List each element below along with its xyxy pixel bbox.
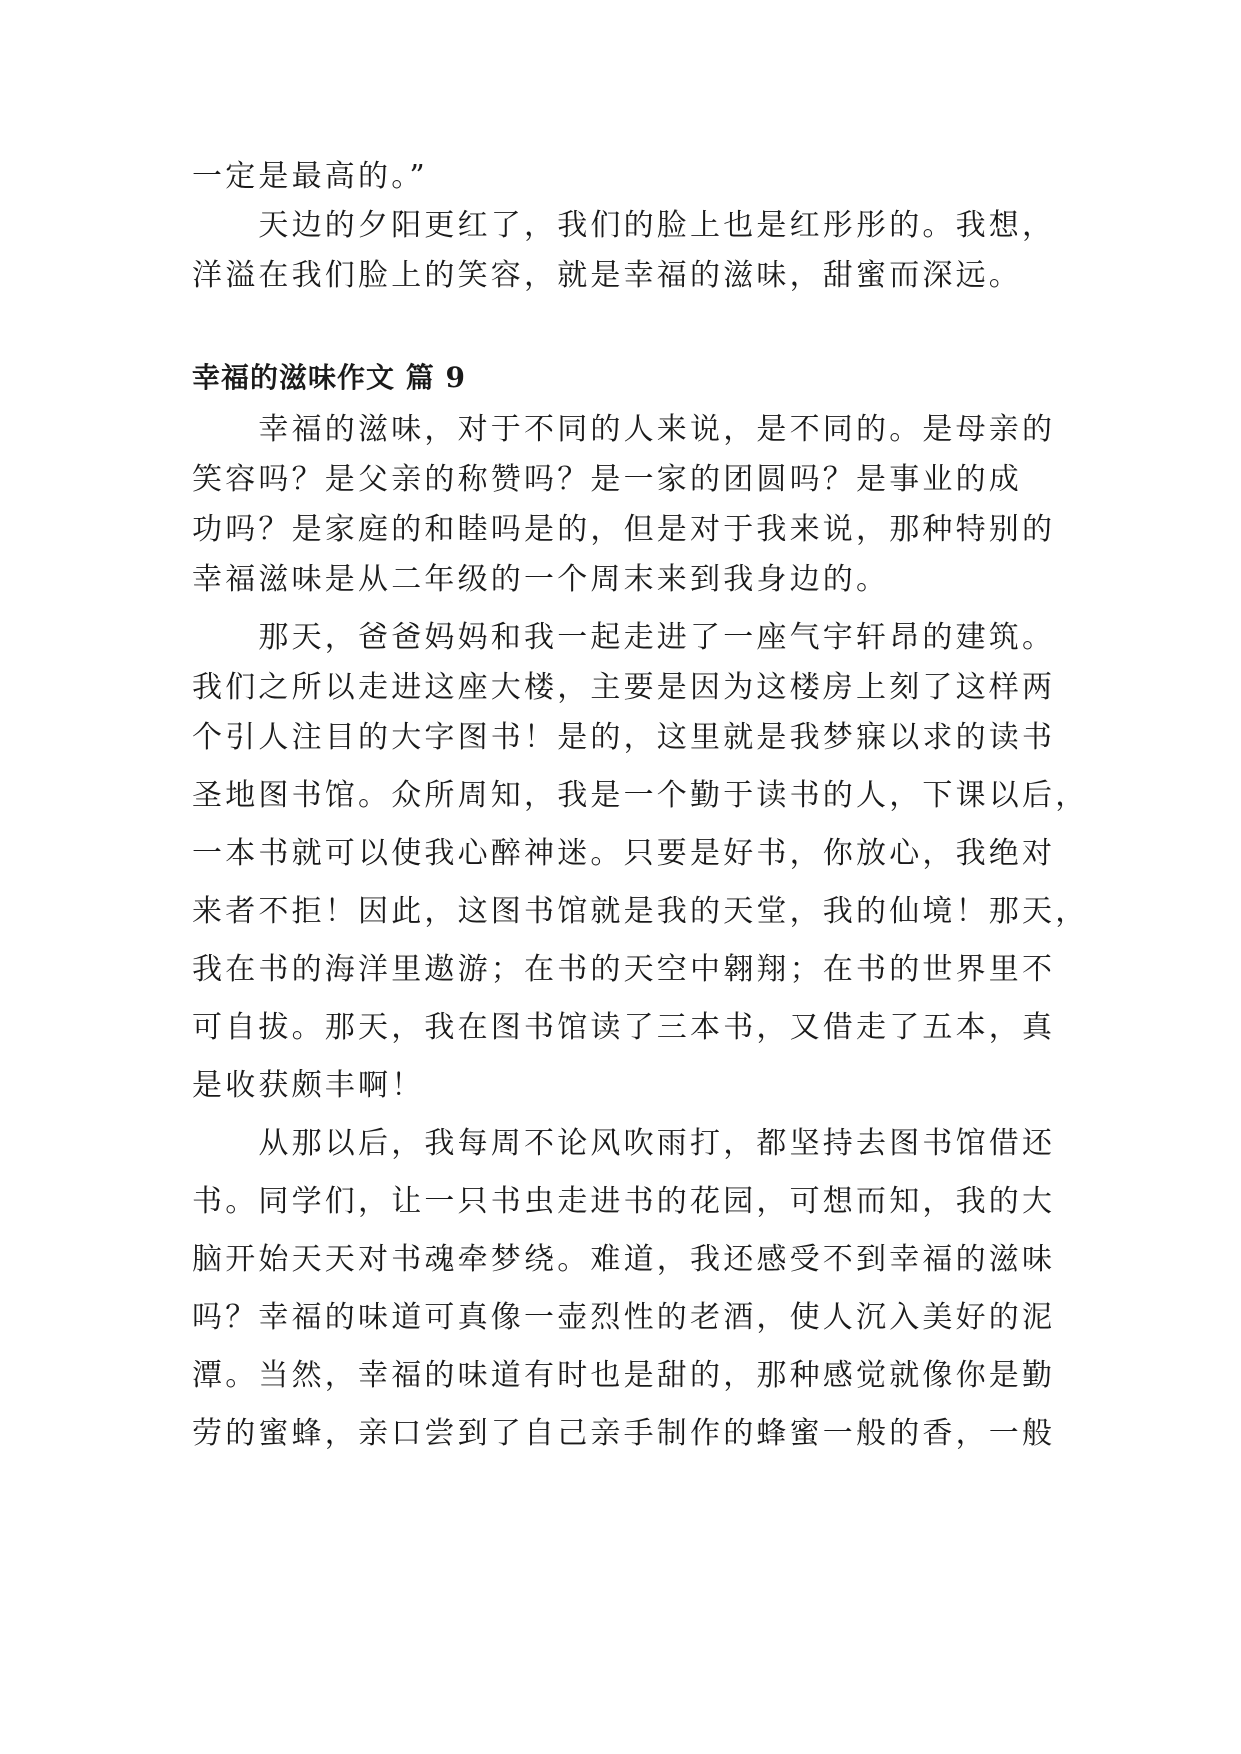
closing-paragraph-line: 天边的夕阳更红了，我们的脸上也是红彤彤的。我想，	[192, 208, 1056, 243]
paragraph-line: 笑容吗？是父亲的称赞吗？是一家的团圆吗？是事业的成	[192, 462, 1022, 497]
paragraph-line: 劳的蜜蜂，亲口尝到了自己亲手制作的蜂蜜一般的香，一般	[192, 1416, 1056, 1451]
essay-heading: 幸福的滋味作文 篇 9	[192, 361, 466, 394]
closing-paragraph-line: 洋溢在我们脸上的笑容，就是幸福的滋味，甜蜜而深远。	[192, 258, 1022, 293]
paragraph-line: 书。同学们，让一只书虫走进书的花园，可想而知，我的大	[192, 1184, 1056, 1219]
paragraph-line: 吗？幸福的味道可真像一壶烈性的老酒，使人沉入美好的泥	[192, 1300, 1056, 1335]
continuation-line: 一定是最高的。”	[192, 159, 428, 194]
paragraph-line: 脑开始天天对书魂牵梦绕。难道，我还感受不到幸福的滋味	[192, 1242, 1056, 1277]
paragraph-line: 圣地图书馆。众所周知，我是一个勤于读书的人，下课以后，	[192, 778, 1089, 813]
paragraph-line: 个引人注目的大字图书！是的，这里就是我梦寐以求的读书	[192, 720, 1056, 755]
paragraph-line: 从那以后，我每周不论风吹雨打，都坚持去图书馆借还	[192, 1126, 1056, 1161]
paragraph-line: 功吗？是家庭的和睦吗是的，但是对于我来说，那种特别的	[192, 512, 1056, 547]
paragraph-line: 幸福的滋味，对于不同的人来说，是不同的。是母亲的	[192, 412, 1056, 447]
paragraph-line: 一本书就可以使我心醉神迷。只要是好书，你放心，我绝对	[192, 836, 1056, 871]
paragraph-line: 我们之所以走进这座大楼，主要是因为这楼房上刻了这样两	[192, 670, 1056, 705]
paragraph-line: 潭。当然，幸福的味道有时也是甜的，那种感觉就像你是勤	[192, 1358, 1056, 1393]
paragraph-line: 来者不拒！因此，这图书馆就是我的天堂，我的仙境！那天，	[192, 894, 1089, 929]
paragraph-line: 那天，爸爸妈妈和我一起走进了一座气宇轩昂的建筑。	[192, 620, 1056, 655]
paragraph-line: 可自拔。那天，我在图书馆读了三本书，又借走了五本，真	[192, 1010, 1056, 1045]
paragraph-line: 幸福滋味是从二年级的一个周末来到我身边的。	[192, 562, 890, 597]
paragraph-line: 是收获颇丰啊！	[192, 1068, 425, 1103]
paragraph-line: 我在书的海洋里遨游；在书的天空中翱翔；在书的世界里不	[192, 952, 1056, 987]
